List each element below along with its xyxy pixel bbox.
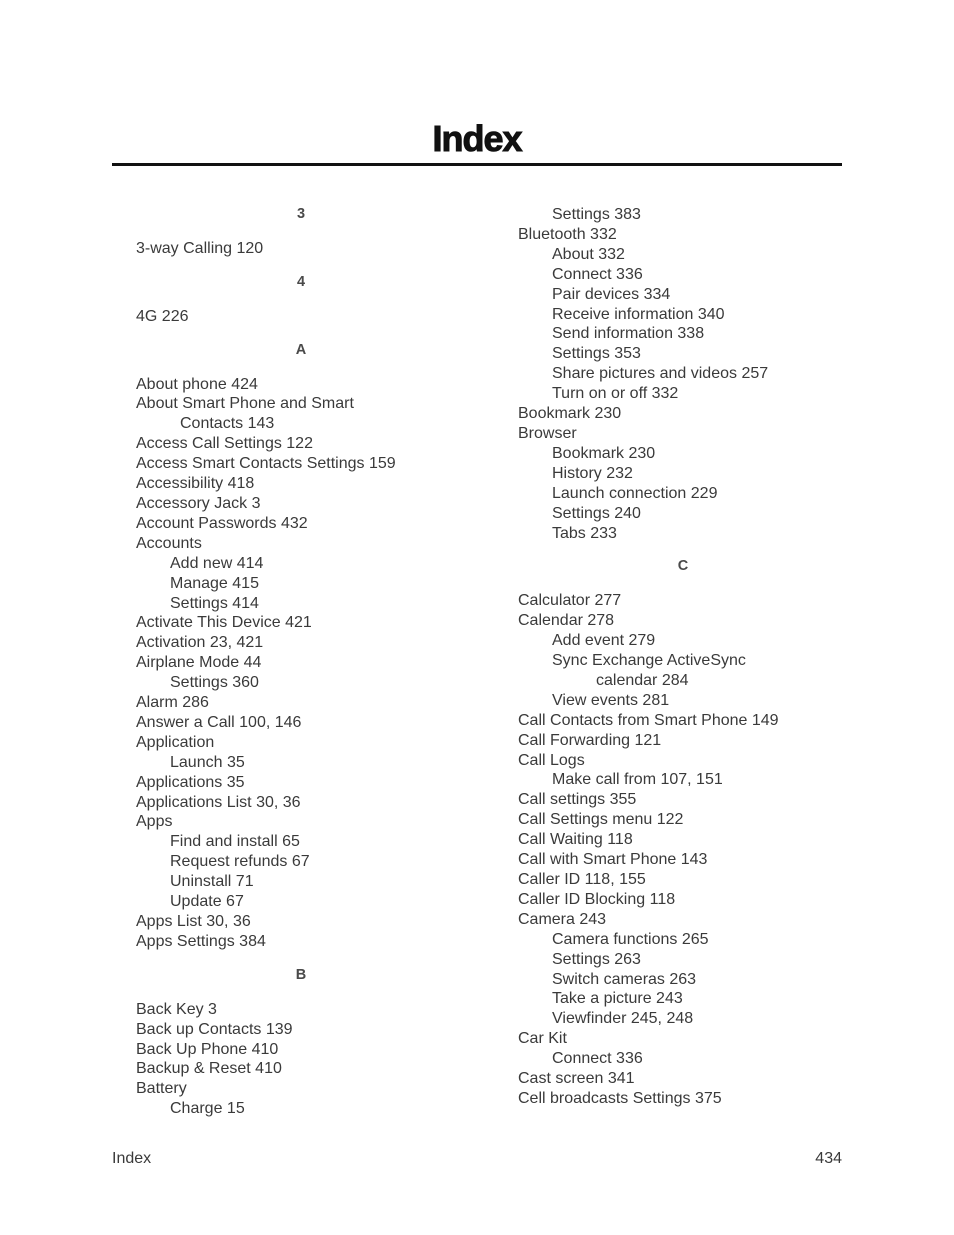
index-subentry: Connect 336 [552,1050,643,1068]
section-gap [518,577,848,591]
index-subentry: Settings 360 [170,674,259,692]
index-subentry: Share pictures and videos 257 [552,365,769,383]
index-entry: Access Smart Contacts Settings 159 [136,455,396,473]
index-subentry: Add new 414 [170,554,264,572]
index-subentry: Switch cameras 263 [552,970,697,988]
page-number: 434 [815,1150,842,1167]
section-gap [136,225,466,239]
section-gap [136,361,466,375]
index-entry: Cell broadcasts Settings 375 [518,1089,722,1107]
index-entry: Access Call Settings 122 [136,435,313,453]
index-subentry: Connect 336 [552,265,643,283]
section-gap [136,293,466,307]
index-subentry: Make call from 107, 151 [552,771,723,789]
index-entry: Apps [136,813,173,831]
section-gap [136,986,466,1000]
index-subentry: Manage 415 [170,574,259,592]
index-subentry: Settings 240 [552,504,641,522]
index-entry: Activate This Device 421 [136,614,312,632]
index-entry: Bookmark 230 [518,405,622,423]
index-entry: Answer a Call 100, 146 [136,713,302,731]
index-entry: Caller ID 118, 155 [518,871,646,888]
index-entry: Applications List 30, 36 [136,793,301,811]
section-gap [136,952,466,966]
section-gap [136,259,466,273]
index-entry: Backup & Reset 410 [136,1060,282,1078]
section-gap [518,543,848,557]
index-subentry: Settings 353 [552,345,641,363]
index-subentry: Launch connection 229 [552,484,718,502]
index-subentry: Update 67 [170,893,244,911]
index-entry: Cast screen 341 [518,1070,635,1088]
index-column-left [136,205,466,1119]
index-section-heading: A [295,341,307,358]
index-entry: Airplane Mode 44 [136,654,262,672]
index-entry: Browser [518,424,577,442]
index-entry: Accessory Jack 3 [136,494,261,512]
page-title: Index [432,118,522,159]
index-subentry: Viewfinder 245, 248 [552,1010,694,1028]
index-subentry: Receive information 340 [552,305,725,323]
index-subentry: Add event 279 [552,632,656,650]
index-subentry: Bookmark 230 [552,444,656,462]
index-section-heading: 3 [296,206,306,222]
index-entry: Apps Settings 384 [136,932,266,950]
index-entry: 4G 226 [136,307,189,325]
index-entry: Calendar 278 [518,612,615,630]
title-rule [112,163,842,166]
index-subentry: Camera functions 265 [552,930,709,948]
index-entry: Car Kit [518,1030,567,1048]
index-subentry: Turn on or off 332 [552,385,679,403]
index-subentry: Settings 414 [170,594,259,612]
index-entry: Accounts [136,534,202,552]
index-entry: Caller ID Blocking 118 [518,890,676,908]
index-subentry: Settings 263 [552,950,641,968]
index-entry: Account Passwords 432 [136,514,308,532]
index-subentry: Contacts 143 [180,415,275,433]
index-entry: Call Settings menu 122 [518,811,684,829]
index-section-heading: C [677,558,689,575]
index-subentry: About 332 [552,245,625,263]
index-entry: About Smart Phone and Smart [136,395,354,413]
index-subentry: Uninstall 71 [170,873,254,891]
index-section-heading: 4 [296,273,306,290]
index-entry: Call settings 355 [518,791,637,809]
index-entry: Back up Contacts 139 [136,1020,293,1038]
index-subentry: Charge 15 [170,1100,245,1118]
index-column-right [518,205,848,1109]
index-entry: Call with Smart Phone 143 [518,851,708,869]
index-subentry: View events 281 [552,691,670,709]
footer-label: Index [112,1150,152,1167]
index-subentry: Tabs 233 [552,524,617,542]
index-entry: Alarm 286 [136,694,209,712]
index-subentry: Settings 383 [552,206,641,223]
index-entry: 3-way Calling 120 [136,239,264,257]
index-entry: Call Waiting 118 [518,831,633,849]
index-subentry: Send information 338 [552,325,705,343]
index-entry: Application [136,733,215,751]
section-gap [136,327,466,341]
index-entry: About phone 424 [136,375,258,393]
index-subentry: Sync Exchange ActiveSync [552,652,746,670]
index-subentry: Launch 35 [170,753,245,771]
index-subentry: Find and install 65 [170,833,300,851]
index-entry: Back Up Phone 410 [136,1040,279,1058]
index-entry: Applications 35 [136,773,245,791]
index-entry: Camera 243 [518,910,607,928]
index-entry: Back Key 3 [136,1000,217,1018]
index-entry: Battery [136,1080,187,1098]
index-entry: Call Forwarding 121 [518,731,662,749]
index-entry: Call Logs [518,751,585,769]
index-subentry: calendar 284 [596,671,689,689]
index-section-heading: B [295,966,307,983]
index-subentry: Pair devices 334 [552,285,671,303]
index-subentry: Take a picture 243 [552,990,683,1008]
index-entry: Apps List 30, 36 [136,913,251,930]
index-subentry: Request refunds 67 [170,853,310,871]
index-entry: Bluetooth 332 [518,225,617,243]
index-subentry: History 232 [552,464,633,482]
index-entry: Accessibility 418 [136,475,255,493]
index-entry: Calculator 277 [518,592,622,610]
index-entry: Activation 23, 421 [136,634,264,652]
index-entry: Call Contacts from Smart Phone 149 [518,711,779,729]
